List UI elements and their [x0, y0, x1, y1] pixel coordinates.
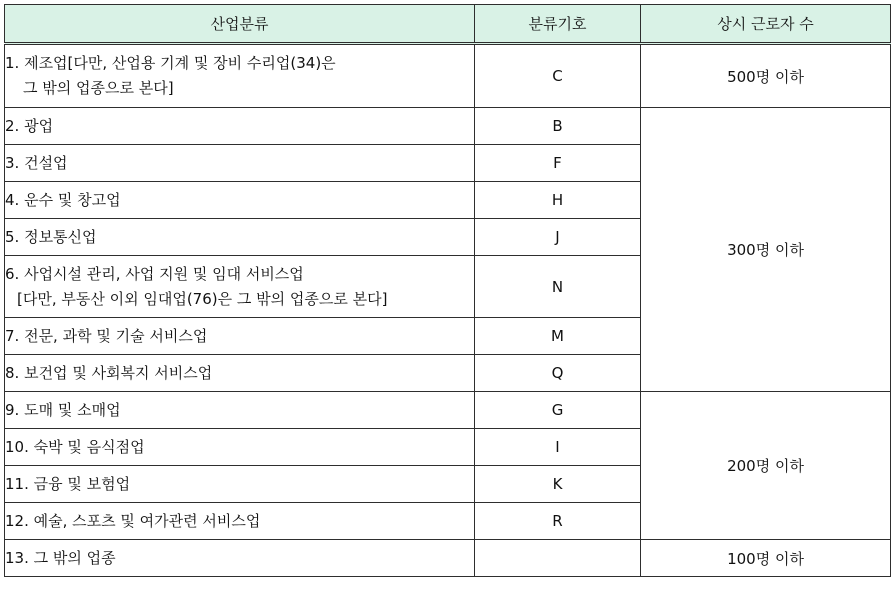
industry-code: I [475, 429, 641, 466]
industry-code [475, 540, 641, 577]
worker-count: 200명 이하 [641, 392, 891, 540]
table-row [5, 44, 891, 108]
industry-classification-table [4, 4, 891, 577]
industry-name-line1: 6. 사업시설 관리, 사업 지원 및 임대 서비스업 [5, 264, 304, 283]
industry-code: M [475, 318, 641, 355]
industry-name: 8. 보건업 및 사회복지 서비스업 [5, 355, 475, 392]
worker-count: 100명 이하 [641, 540, 891, 577]
header-workers: 상시 근로자 수 [641, 5, 891, 44]
industry-name: 10. 숙박 및 음식점업 [5, 429, 475, 466]
industry-code: K [475, 466, 641, 503]
industry-name [5, 256, 475, 318]
industry-name: 2. 광업 [5, 108, 475, 145]
industry-code: Q [475, 355, 641, 392]
industry-name: 3. 건설업 [5, 145, 475, 182]
header-row [5, 5, 891, 44]
industry-name: 5. 정보통신업 [5, 219, 475, 256]
worker-count: 300명 이하 [641, 108, 891, 392]
table-row [5, 392, 891, 429]
industry-code: F [475, 145, 641, 182]
industry-code: N [475, 256, 641, 318]
industry-code: J [475, 219, 641, 256]
table-row [5, 108, 891, 145]
industry-code: G [475, 392, 641, 429]
industry-name-line2: 그 밖의 업종으로 본다] [23, 79, 174, 97]
header-code: 분류기호 [475, 5, 641, 44]
industry-name [5, 44, 475, 108]
industry-code: H [475, 182, 641, 219]
table-row [5, 540, 891, 577]
industry-name: 12. 예술, 스포츠 및 여가관련 서비스업 [5, 503, 475, 540]
industry-name: 13. 그 밖의 업종 [5, 540, 475, 577]
industry-code: B [475, 108, 641, 145]
industry-code: R [475, 503, 641, 540]
industry-code: C [475, 44, 641, 108]
industry-name: 11. 금융 및 보험업 [5, 466, 475, 503]
industry-name: 9. 도매 및 소매업 [5, 392, 475, 429]
industry-name: 4. 운수 및 창고업 [5, 182, 475, 219]
industry-name: 7. 전문, 과학 및 기술 서비스업 [5, 318, 475, 355]
industry-name-line1: 1. 제조업[다만, 산업용 기계 및 장비 수리업(34)은 [5, 54, 336, 72]
industry-name-line2: [다만, 부동산 이외 임대업(76)은 그 밖의 업종으로 본다] [17, 289, 388, 308]
header-industry: 산업분류 [5, 5, 475, 44]
worker-count: 500명 이하 [641, 44, 891, 108]
